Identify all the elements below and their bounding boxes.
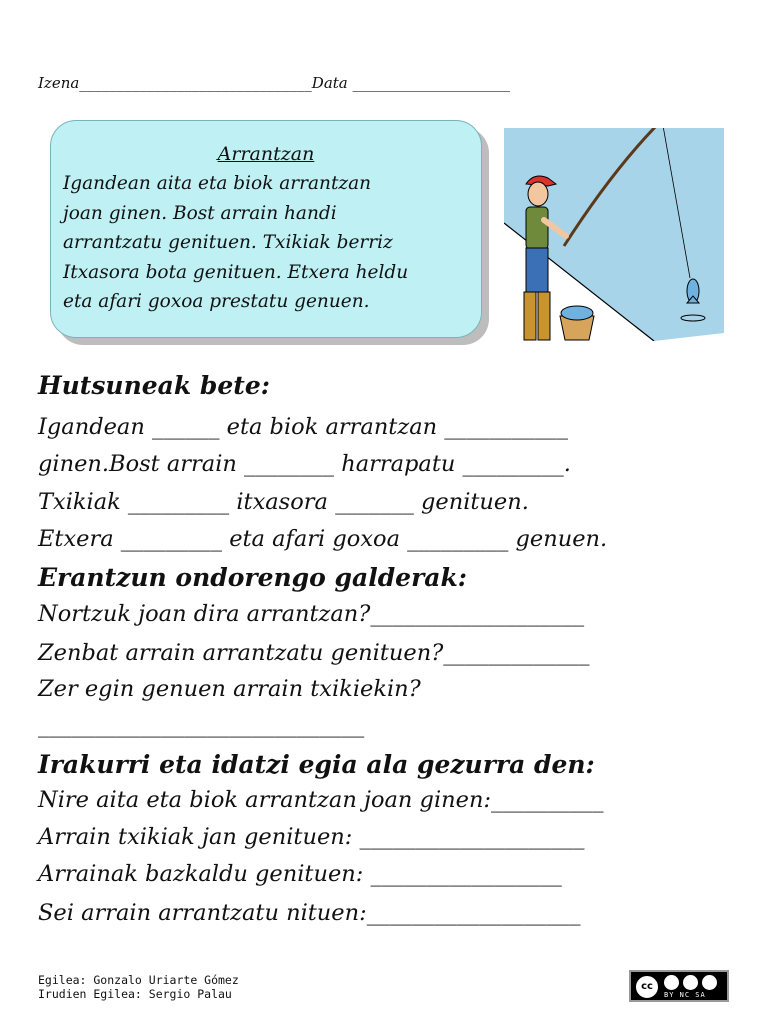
story-line: Igandean aita eta biok arrantzan <box>63 173 372 194</box>
fill-line: Txikiak _________ itxasora _______ genituen. <box>38 489 529 515</box>
nc-icon <box>683 975 698 990</box>
name-date-line: Izena_______________________________Data _____________________ <box>38 74 511 92</box>
true-false-line: Sei arrain arrantzatu nituen:___________________ <box>38 900 581 926</box>
sa-icon <box>702 975 717 990</box>
cc-license-badge <box>629 970 729 1002</box>
question-line: Zer egin genuen arrain txikiekin? <box>38 676 421 702</box>
author-credit: Egilea: Gonzalo Uriarte Gómez <box>38 973 239 987</box>
story-line: joan ginen. Bost arrain handi <box>63 202 337 224</box>
story-line: eta afari goxoa prestatu genuen. <box>63 291 370 312</box>
fishing-illustration <box>504 128 724 341</box>
true-false-line: Arrain txikiak jan genituen: ____________________ <box>38 824 585 850</box>
section-heading: Erantzun ondorengo galderak: <box>38 563 468 592</box>
section-heading: Irakurri eta idatzi egia ala gezurra den: <box>38 750 595 779</box>
story-title: Arrantzan <box>217 143 315 165</box>
true-false-line: Arrainak bazkaldu genituen: _________________ <box>38 861 562 887</box>
fill-line: Igandean ______ eta biok arrantzan ___________ <box>38 414 569 440</box>
fill-line: Etxera _________ eta afari goxoa _________ genuen. <box>38 526 608 552</box>
story-line: arrantzatu genituen. Txikiak berriz <box>63 232 393 253</box>
fill-line: ginen.Bost arrain ________ harrapatu _________. <box>38 451 571 477</box>
section-heading: Hutsuneak bete: <box>38 371 270 400</box>
by-icon <box>664 975 679 990</box>
fish-basket-icon <box>560 306 594 340</box>
answer-line: _____________________________ <box>38 712 365 738</box>
story-box <box>50 120 482 338</box>
question-line: Nortzuk joan dira arrantzan?___________________ <box>38 601 585 627</box>
question-line: Zenbat arrain arrantzatu genituen?_____________ <box>38 640 590 666</box>
license-text: BY NC SA <box>664 991 706 999</box>
story-text <box>63 169 408 317</box>
image-credit: Irudien Egilea: Sergio Palau <box>38 987 232 1001</box>
cc-icon: cc <box>635 975 659 999</box>
story-line: Itxasora bota genituen. Etxera heldu <box>63 261 409 283</box>
true-false-line: Nire aita eta biok arrantzan joan ginen:__________ <box>38 787 604 813</box>
